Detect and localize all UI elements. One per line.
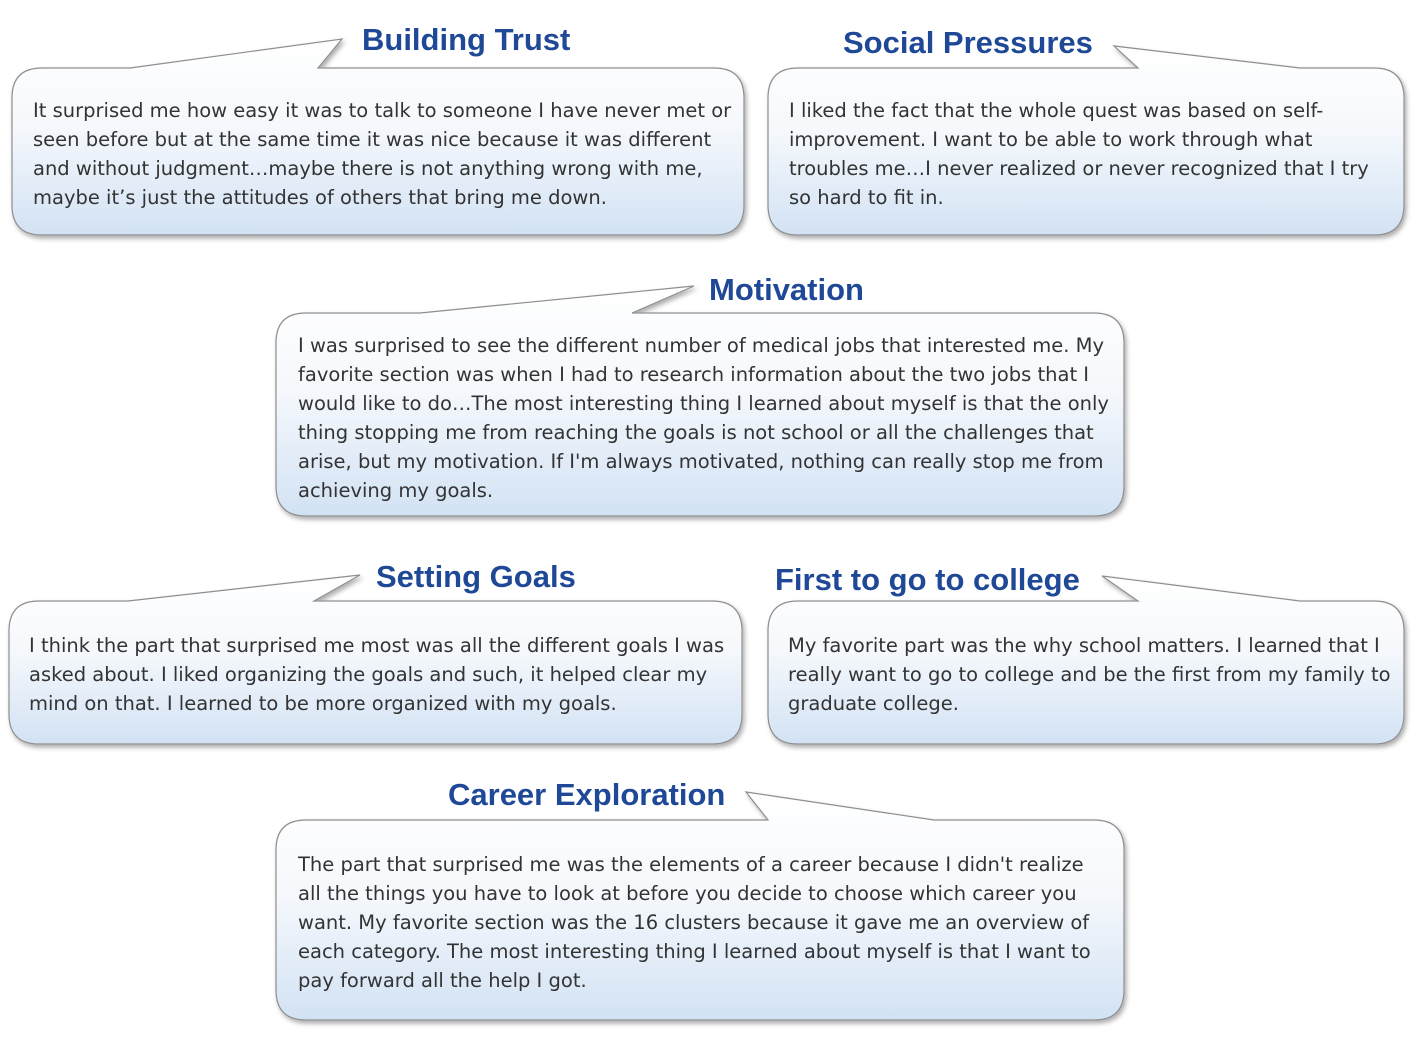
heading-social-pressures: Social Pressures [843,25,1093,60]
quote-social-pressures: I liked the fact that the whole quest was based on self-improvement. I want to be able to work through what troubles me…I never realized or never recognized that I try so hard to fit in. [789,99,1369,209]
quote-setting-goals: I think the part that surprised me most was all the different goals I was asked about. I liked organizing the goals and such, it helped clear my mind on that. I learned to be more organized with my goals. [29,634,725,715]
heading-motivation: Motivation [709,272,864,307]
quote-career-exploration: The part that surprised me was the elements of a career because I didn't realize all the things you have to look at before you decide to choose which career you want. My favorite section was the 16 clusters because it gave me an overview of each category. The most interesting thing I learned about myself is that I want to pay forward all the help I got. [298,853,1091,992]
heading-first-to-go-to-college: First to go to college [775,562,1080,597]
heading-career-exploration: Career Exploration [448,777,726,812]
quote-building-trust: It surprised me how easy it was to talk to someone I have never met or seen before but at the same time it was nice because it was different and without judgment…maybe there is not anything wrong with me, maybe it’s just the attitudes of others that bring me down. [33,99,732,209]
quote-first-to-go-to-college: My favorite part was the why school matters. I learned that I really want to go to college and be the first from my family to graduate college. [788,634,1391,715]
quote-motivation: I was surprised to see the different number of medical jobs that interested me. My favorite section was when I had to research information about the two jobs that I would like to do…The most interesting thing I learned about myself is that the only thing stopping me from reaching the goals is not school or all the challenges that arise, but my motivation. If I'm always motivated, nothing can really stop me from achieving my goals. [298,334,1109,502]
heading-building-trust: Building Trust [362,22,571,57]
heading-setting-goals: Setting Goals [376,559,576,594]
